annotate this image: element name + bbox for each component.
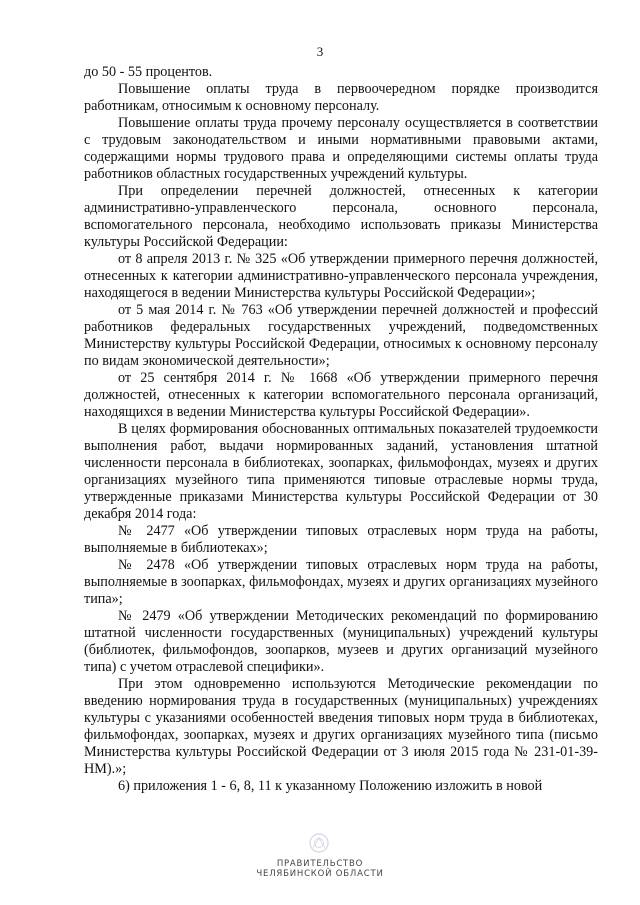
paragraph: от 25 сентября 2014 г. № 1668 «Об утверждении примерного перечня должностей, отнесенных к категории вспомогательного персонала организаций, находящихся в ведении Министерства культуры Российской Федерации».: [84, 370, 598, 420]
paragraph: При определении перечней должностей, отнесенных к категории административно-управленческого персонала, основного персонала, вспомогательного персонала, необходимо использовать приказы Министерства культуры Российской Федерации:: [84, 183, 598, 250]
paragraph: до 50 - 55 процентов.: [84, 64, 213, 80]
paragraph: Повышение оплаты труда прочему персоналу осуществляется в соответствии с трудовым законодательством и иными нормативными правовыми актами, содержащими нормы трудового права и определяющими системы оплаты труда работников областных государственных учреждений культуры.: [84, 115, 598, 182]
seal-mark-icon: [306, 830, 332, 856]
page-number: 3: [316, 44, 324, 59]
paragraph: от 8 апреля 2013 г. № 325 «Об утверждении примерного перечня должностей, отнесенных к категории административно-управленческого персонала учреждения, находящегося в ведении Министерства культуры Российской Федерации»;: [84, 251, 598, 301]
footer-organization-line-2: ЧЕЛЯБИНСКОЙ ОБЛАСТИ: [256, 869, 384, 879]
paragraph: от 5 мая 2014 г. № 763 «Об утверждении перечней должностей и профессий работников федеральных государственных учреждений, подведомственных Министерству культуры Российской Федерации, относимых к основному персоналу по видам экономической деятельности»;: [84, 302, 598, 369]
paragraph: № 2479 «Об утверждении Методических рекомендаций по формированию штатной численности государственных (муниципальных) учреждений культуры (библиотек, фильмофондов, зоопарков, музеев и других организаций музейного типа) с учетом отраслевой специфики».: [84, 608, 598, 675]
footer-organization-line-1: ПРАВИТЕЛЬСТВО: [276, 859, 364, 869]
paragraph: В целях формирования обоснованных оптимальных показателей трудоемкости выполнения работ, выдачи нормированных заданий, установления штатной численности персонала в библиотеках, зоопарках, фильмофондах, музеях и других организациях музейного типа применяются типовые отраслевые нормы труда, утвержденные приказами Министерства культуры Российской Федерации от 30 декабря 2014 года:: [84, 421, 598, 522]
document-body: [84, 64, 598, 795]
paragraph: № 2478 «Об утверждении типовых отраслевых норм труда на работы, выполняемые в зоопарках, фильмофондах, музеях и других организациях музейного типа»;: [84, 557, 598, 607]
paragraph: № 2477 «Об утверждении типовых отраслевых норм труда на работы, выполняемые в библиотеках»;: [84, 523, 598, 556]
paragraph: 6) приложения 1 - 6, 8, 11 к указанному Положению изложить в новой: [118, 778, 543, 794]
paragraph: При этом одновременно используются Методические рекомендации по введению нормирования труда в государственных (муниципальных) учреждениях культуры с указаниями особенностей введения типовых норм труда в библиотеках, фильмофондах, зоопарках, музеях и других организациях музейного типа (письмо Министерства культуры Российской Федерации от 3 июля 2015 года № 231-01-39-НМ).»;: [84, 676, 598, 777]
paragraph: Повышение оплаты труда в первоочередном порядке производится работникам, относимым к основному персоналу.: [84, 81, 598, 114]
